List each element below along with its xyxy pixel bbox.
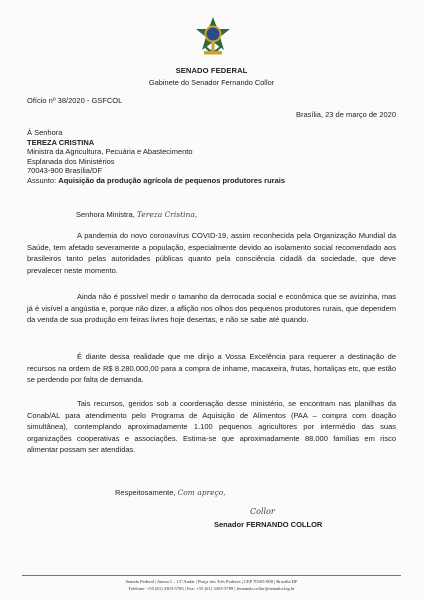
closing-text: Respeitosamente, xyxy=(115,488,176,497)
greeting xyxy=(76,210,197,220)
closing-handwritten: Com apreço, xyxy=(177,488,226,497)
recipient-name: TEREZA CRISTINA xyxy=(27,137,95,147)
greeting-handwritten: Tereza Cristina, xyxy=(136,210,198,219)
office-name: Gabinete do Senador Fernando Collor xyxy=(148,78,275,87)
subject-text: Aquisição da produção agrícola de pequenos produtores rurais xyxy=(58,175,285,185)
recipient-salutation: À Senhora xyxy=(27,128,63,137)
footer-address: Senado Federal | Anexo I – 13º Andar | Praça dos Três Poderes | CEP 70165-900 | Brasília DF xyxy=(125,579,298,584)
closing xyxy=(115,488,226,498)
recipient-address-line2: 70043-900 Brasília/DF xyxy=(27,166,103,176)
paragraph-1: A pandemia do novo coronavírus COVID-19, assim reconhecida pela Organização Mundial da Saúde, tem afetado severamente a população, especialmente devido ao isolamento social recomendado aos brasileiros tanto pelas autoridades públicas quanto pela consciência cidadã da sociedade, que deve prevalecer neste momento. xyxy=(27,231,396,275)
paragraph-2: Ainda não é possível medir o tamanho da derrocada social e econômica que se avizinha, mas já é visível a angústia e, porque não dizer, a aflição nos olhos dos pequenos produtores rurais, que dependem da venda de sua produção em feiras livres hoje desertas, e não se sabe até quando. xyxy=(27,292,396,325)
recipient-block xyxy=(27,128,285,186)
subject-line xyxy=(27,176,285,186)
reference-number: Ofício nº 38/2020 - GSFCOL xyxy=(27,96,123,105)
signer-name: Senador FERNANDO COLLOR xyxy=(214,520,323,529)
paragraph-4: Tais recursos, geridos sob a coordenação desse ministério, se encontram nas planilhas da Conab/AL para atendimento pelo Programa de Aquisição de Alimentos (PAA – compra com doação simultânea), contemplando aproximadamente 1.100 pequenos agricultores por intermédio das suas organizações cooperativas e associações. Estima-se que aproximadamente 88.000 famílias em risco alimentar possam ser atendidas. xyxy=(27,399,396,455)
signature: Collor xyxy=(250,507,275,516)
recipient-address-line1: Esplanada dos Ministérios xyxy=(27,156,115,166)
paragraph-3: É diante dessa realidade que me dirijo a Vossa Excelência para requerer a destinação de recursos na ordem de R$ 8.280.000,00 para a compra de inhame, macaxeira, frutas, hortaliças etc, que estão se perdendo por falta de demanda. xyxy=(27,352,396,385)
org-name: SENADO FEDERAL xyxy=(175,66,248,75)
place-date: Brasília, 23 de março de 2020 xyxy=(295,110,396,119)
footer-divider xyxy=(22,575,401,576)
greeting-text: Senhora Ministra, xyxy=(76,210,135,219)
coat-of-arms-icon xyxy=(194,16,232,60)
subject-label: Assunto: xyxy=(27,175,57,185)
recipient-title: Ministra da Agricultura, Pecuária e Abastecimento xyxy=(27,147,193,157)
footer-contact: Telefone: +55 (61) 3303-5783 | Fax: +55 (61) 3303-5789 | fernando.collor@senador.leg.br xyxy=(128,586,295,591)
